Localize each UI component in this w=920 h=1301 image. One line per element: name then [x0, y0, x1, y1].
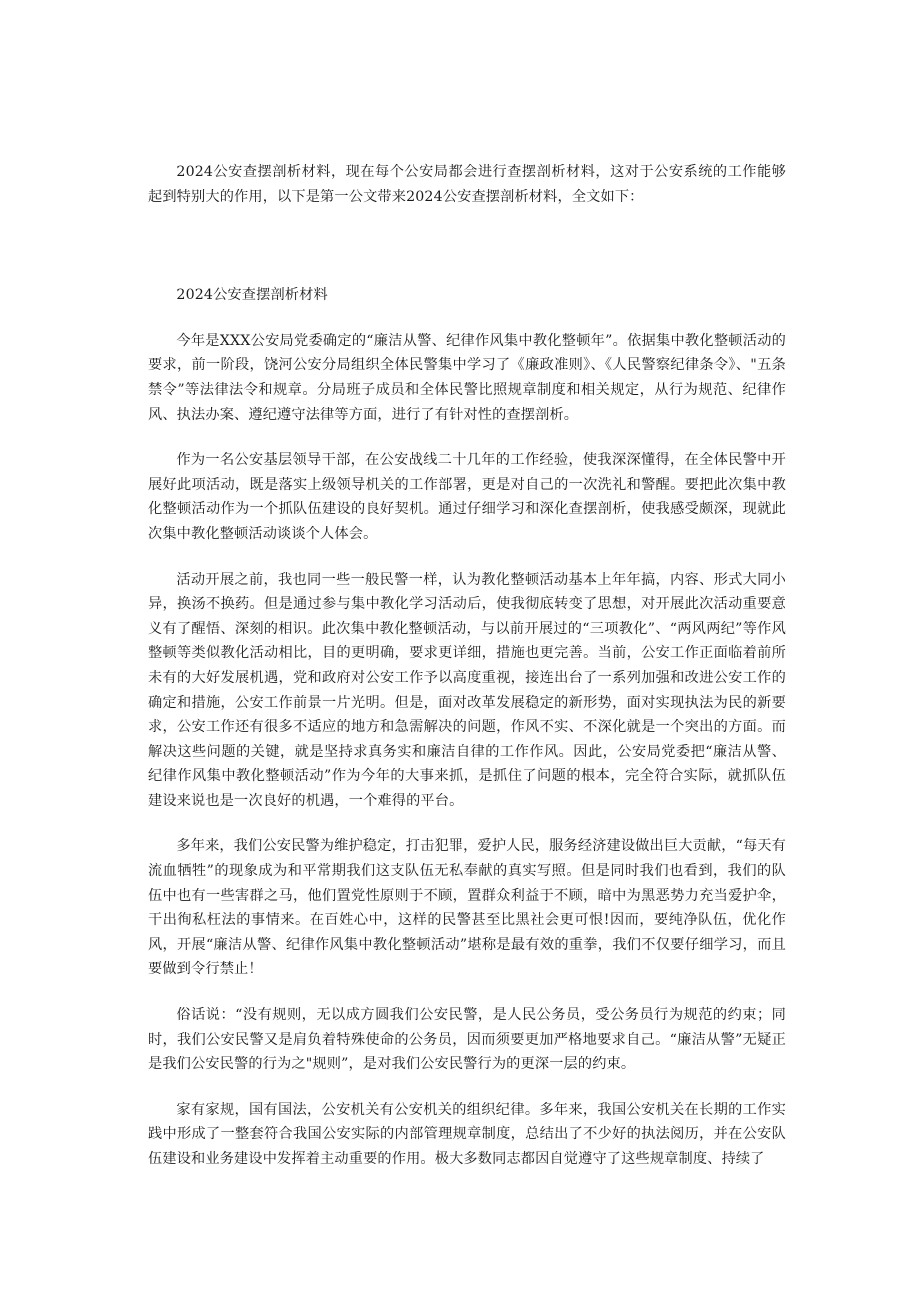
document-title: 2024公安查摆剖析材料 [176, 287, 328, 304]
body-paragraph: 家有家规，国有国法，公安机关有公安机关的组织纪律。多年来，我国公安机关在长期的工作实践中形成了一整套符合我国公安实际的内部管理规章制度，总结出了不少好的执法阅历，并在公安队伍建设和业务建设中发挥着主动重要的作用。极大多数同志都因自觉遵守了这些规章制度、持续了 [148, 1101, 786, 1167]
body-paragraph: 作为一名公安基层领导干部，在公安战线二十几年的工作经验，使我深深懂得，在全体民警中开展好此项活动，既是落实上级领导机关的工作部署，更是对自己的一次洗礼和警醒。要把此次集中教化整顿活动作为一个抓队伍建设的良好契机。通过仔细学习和深化查摆剖析，使我感受颇深，现就此次集中教化整顿活动谈谈个人体会。 [148, 452, 786, 542]
body-paragraph: 俗话说：“没有规则，无以成方圆我们公安民警，是人民公务员，受公务员行为规范的约束；同时，我们公安民警又是肩负着特殊使命的公务员，因而须要更加严格地要求自己。“廉洁从警”无疑正是我们公安民警的行为之"规则”，是对我们公安民警行为的更深一层的约束。 [148, 1007, 786, 1073]
body-paragraph: 活动开展之前，我也同一些一般民警一样，认为教化整顿活动基本上年年搞，内容、形式大同小异，换汤不换药。但是通过参与集中教化学习活动后，使我彻底转变了思想，对开展此次活动重要意义有了醒悟、深刻的相识。此次集中教化整顿活动，与以前开展过的“三项教化”、“两风两纪”等作风整顿等类似教化活动相比，目的更明确，要求更详细，措施也更完善。当前，公安工作正面临着前所未有的大好发展机遇，党和政府对公安工作予以高度重视，接连出台了一系列加强和改进公安工作的确定和措施，公安工作前景一片光明。但是，面对改革发展稳定的新形势，面对实现执法为民的新要求，公安工作还有很多不适应的地方和急需解决的问题，作风不实、不深化就是一个突出的方面。而解决这些问题的关键，就是坚持求真务实和廉洁自律的工作作风。因此，公安局党委把“廉洁从警、纪律作风集中教化整顿活动”作为今年的大事来抓，是抓住了问题的根本，完全符合实际，就抓队伍建设来说也是一次良好的机遇，一个难得的平台。 [148, 571, 786, 809]
document-body [148, 160, 786, 1172]
intro-paragraph: 2024公安查摆剖析材料，现在每个公安局都会进行查摆剖析材料，这对于公安系统的工作能够起到特别大的作用，以下是第一公文带来2024公安查摆剖析材料，全文如下： [148, 164, 786, 205]
body-paragraph: 多年来，我们公安民警为维护稳定，打击犯罪，爱护人民，服务经济建设做出巨大贡献，“每天有流血牺牲”的现象成为和平常期我们这支队伍无私奉献的真实写照。但是同时我们也看到，我们的队伍中也有一些害群之马，他们置党性原则于不顾，置群众利益于不顾，暗中为黑恶势力充当爱护伞，干出徇私枉法的事情来。在百姓心中，这样的民警甚至比黑社会更可恨!因而，要纯净队伍，优化作风，开展“廉洁从警、纪律作风集中教化整顿活动”堪称是最有效的重拳，我们不仅要仔细学习，而且要做到令行禁止！ [148, 838, 786, 978]
body-paragraph: 今年是XXX公安局党委确定的“廉洁从警、纪律作风集中教化整顿年”。依据集中教化整顿活动的要求，前一阶段，饶河公安分局组织全体民警集中学习了《廉政准则》、《人民警察纪律条令》、"五条禁令”等法律法令和规章。分局班子成员和全体民警比照规章制度和相关规定，从行为规范、纪律作风、执法办案、遵纪遵守法律等方面，进行了有针对性的查摆剖析。 [148, 332, 786, 423]
